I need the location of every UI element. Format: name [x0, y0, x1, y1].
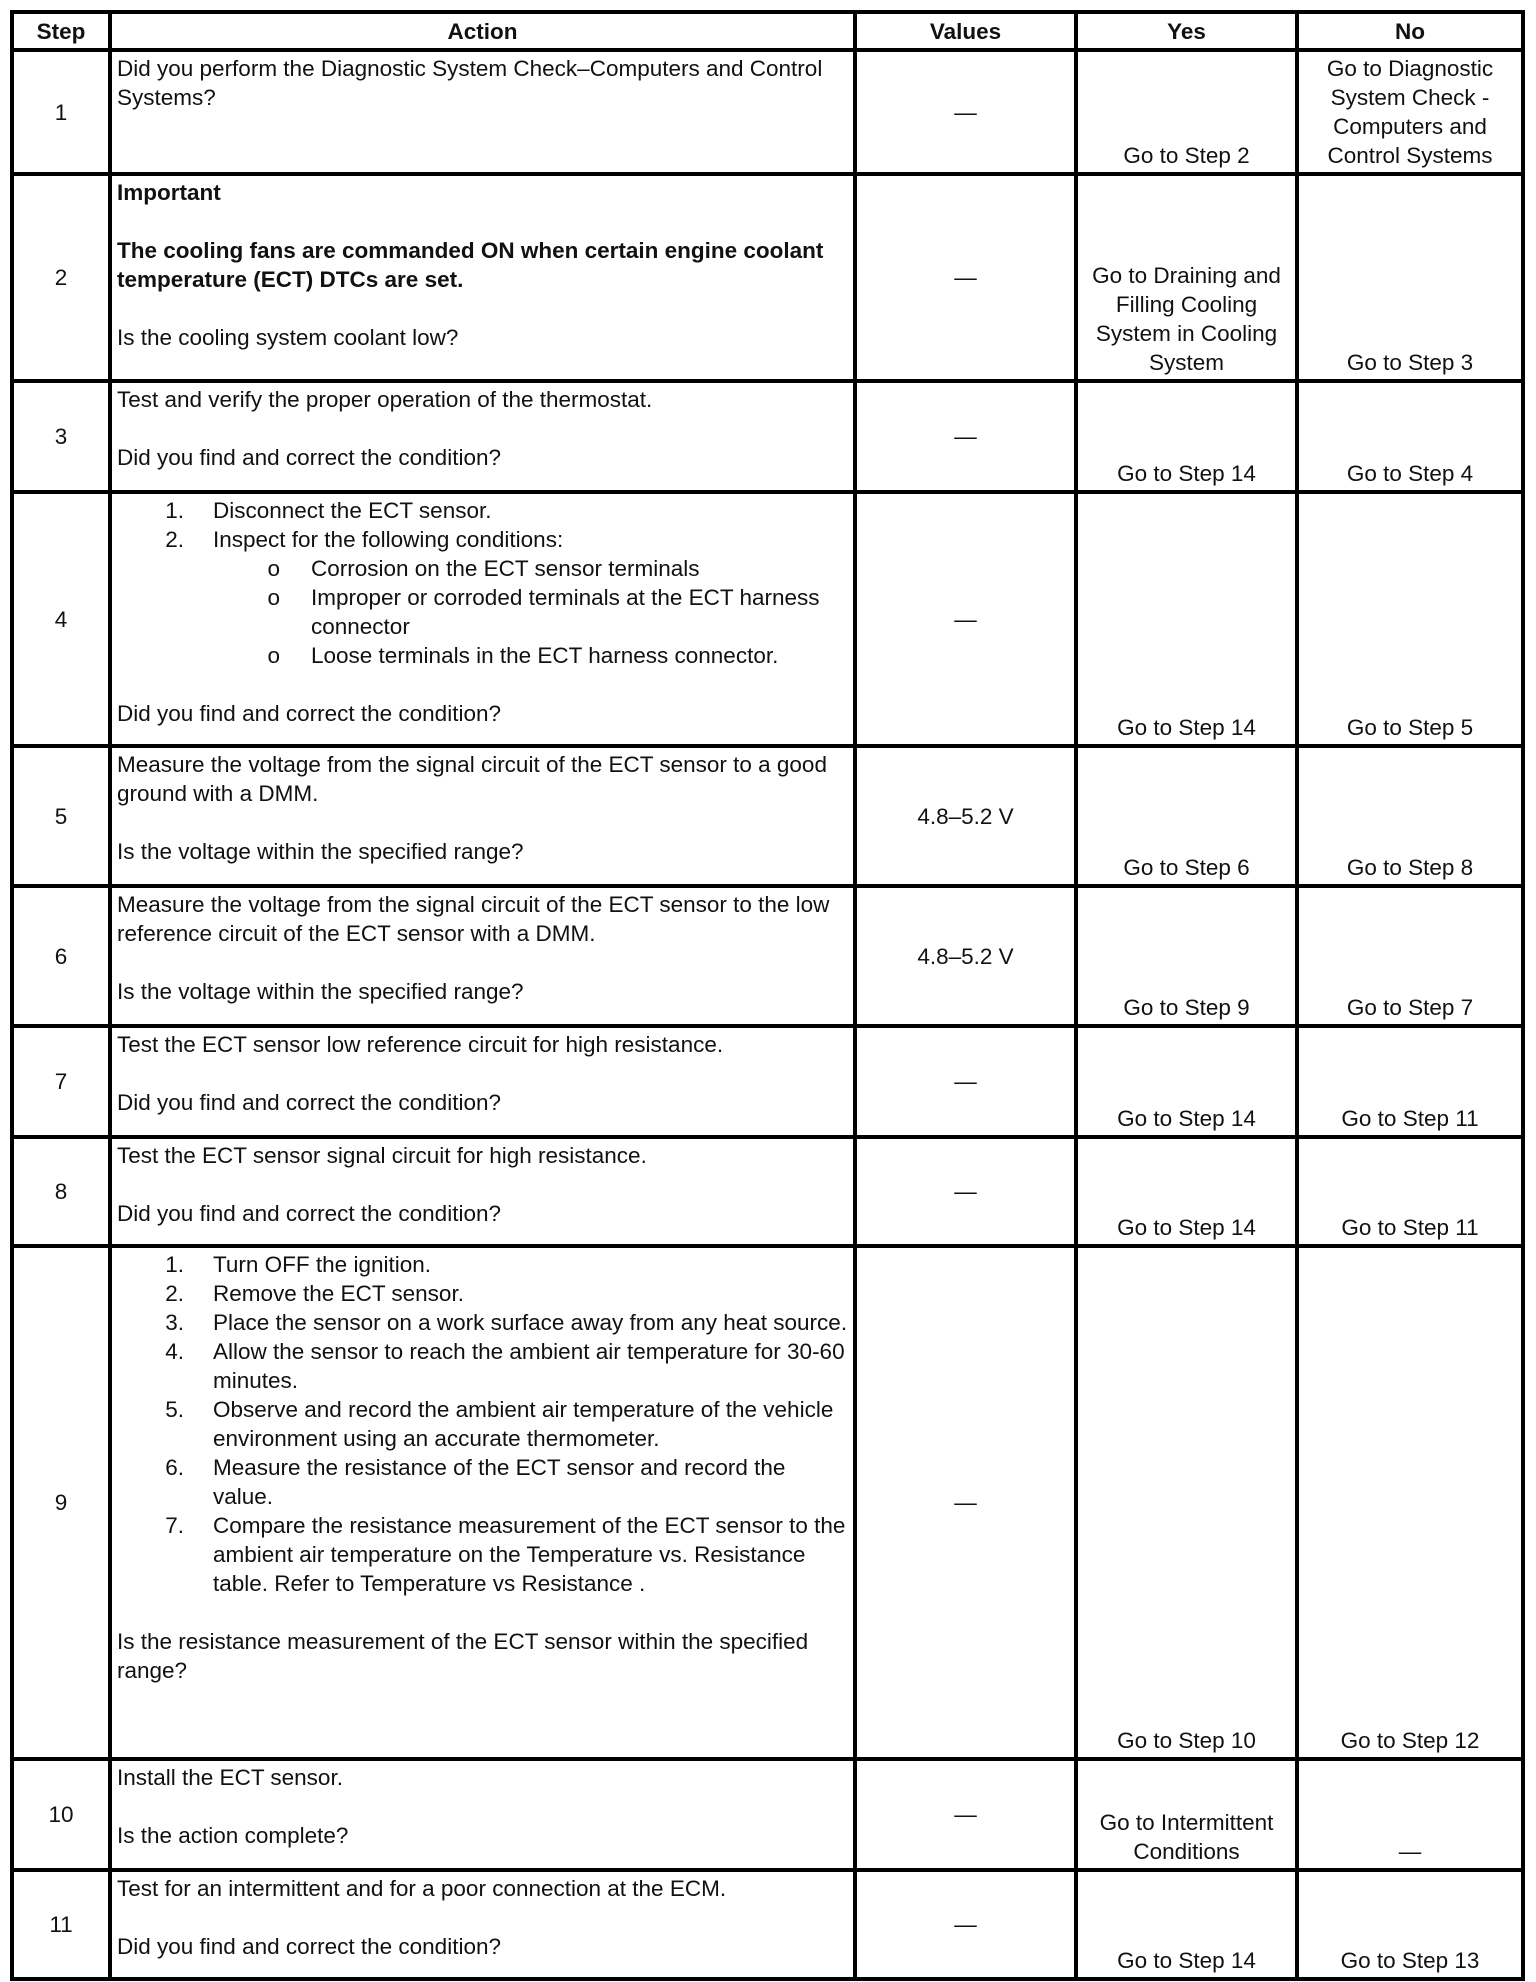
- action-cell: [110, 886, 855, 1026]
- instruction-text: Measure the voltage from the signal circuit of the ECT sensor to the low reference circuit of the ECT sensor with a DMM.: [117, 892, 830, 946]
- question-text: Did you find and correct the condition?: [117, 445, 501, 470]
- yes-cell: Go to Step 14: [1076, 1137, 1297, 1246]
- header-action: Action: [110, 12, 855, 50]
- condition-list: [117, 554, 849, 670]
- list-item: 5. Observe and record the ambient air temperature of the vehicle environment using an accurate thermometer.: [165, 1397, 834, 1451]
- question-text: Is the cooling system coolant low?: [117, 325, 459, 350]
- action-cell: [110, 746, 855, 886]
- yes-cell: Go to Step 9: [1076, 886, 1297, 1026]
- value-cell: —: [855, 492, 1076, 746]
- table-row: [12, 1759, 1523, 1870]
- value-cell: —: [855, 1870, 1076, 1979]
- diagnostic-table: [10, 10, 1525, 1981]
- table-row: [12, 381, 1523, 492]
- procedure-list: [117, 496, 849, 554]
- list-item: 1. Turn OFF the ignition.: [165, 1252, 432, 1277]
- question-text: Is the action complete?: [117, 1823, 349, 1848]
- action-cell: [110, 1026, 855, 1137]
- list-item: 1. Disconnect the ECT sensor.: [165, 498, 492, 523]
- yes-cell: Go to Step 14: [1076, 492, 1297, 746]
- important-label: Important: [117, 180, 221, 205]
- question-text: Did you find and correct the condition?: [117, 701, 501, 726]
- step-number: 10: [12, 1759, 110, 1870]
- step-number: 8: [12, 1137, 110, 1246]
- table-row: [12, 1246, 1523, 1759]
- yes-cell: Go to Step 2: [1076, 50, 1297, 174]
- yes-cell: Go to Step 6: [1076, 746, 1297, 886]
- question-text: Did you find and correct the condition?: [117, 1090, 501, 1115]
- diagnostic-page: [10, 10, 1521, 1981]
- table-row: [12, 746, 1523, 886]
- action-cell: [110, 1759, 855, 1870]
- no-cell: Go to Step 4: [1297, 381, 1523, 492]
- header-values: Values: [855, 12, 1076, 50]
- value-cell: —: [855, 50, 1076, 174]
- procedure-list: [117, 1250, 849, 1598]
- step-number: 5: [12, 746, 110, 886]
- value-cell: —: [855, 1246, 1076, 1759]
- action-cell: [110, 1137, 855, 1246]
- no-cell: Go to Step 12: [1297, 1246, 1523, 1759]
- action-cell: [110, 381, 855, 492]
- header-step: Step: [12, 12, 110, 50]
- list-item: 6. Measure the resistance of the ECT sensor and record the value.: [165, 1455, 786, 1509]
- instruction-text: Test for an intermittent and for a poor connection at the ECM.: [117, 1876, 727, 1901]
- step-number: 2: [12, 174, 110, 381]
- value-cell: —: [855, 174, 1076, 381]
- yes-cell: Go to Intermittent Conditions: [1076, 1759, 1297, 1870]
- yes-cell: Go to Step 10: [1076, 1246, 1297, 1759]
- question-text: Did you find and correct the condition?: [117, 1934, 501, 1959]
- value-cell: 4.8–5.2 V: [855, 886, 1076, 1026]
- step-number: 3: [12, 381, 110, 492]
- step-number: 7: [12, 1026, 110, 1137]
- action-cell: [110, 50, 855, 174]
- table-row: [12, 886, 1523, 1026]
- action-cell: [110, 1246, 855, 1759]
- value-cell: —: [855, 1026, 1076, 1137]
- no-cell: Go to Step 11: [1297, 1026, 1523, 1137]
- value-cell: —: [855, 381, 1076, 492]
- table-row: [12, 174, 1523, 381]
- question-text: Did you find and correct the condition?: [117, 1201, 501, 1226]
- table-row: [12, 1870, 1523, 1979]
- yes-cell: Go to Step 14: [1076, 1870, 1297, 1979]
- action-cell: [110, 174, 855, 381]
- list-item: 3. Place the sensor on a work surface away from any heat source.: [165, 1310, 848, 1335]
- action-text: Did you perform the Diagnostic System Check–Computers and Control Systems?: [117, 56, 823, 110]
- instruction-text: Test and verify the proper operation of the thermostat.: [117, 387, 653, 412]
- header-row: [12, 12, 1523, 50]
- header-no: No: [1297, 12, 1523, 50]
- yes-cell: Go to Step 14: [1076, 381, 1297, 492]
- no-cell: Go to Step 8: [1297, 746, 1523, 886]
- no-cell: Go to Step 7: [1297, 886, 1523, 1026]
- no-cell: Go to Step 11: [1297, 1137, 1523, 1246]
- question-text: Is the voltage within the specified range?: [117, 979, 524, 1004]
- action-cell: [110, 1870, 855, 1979]
- list-item: 2. Remove the ECT sensor.: [165, 1281, 464, 1306]
- step-number: 1: [12, 50, 110, 174]
- table-row: [12, 50, 1523, 174]
- question-text: Is the resistance measurement of the ECT sensor within the specified range?: [117, 1629, 809, 1683]
- question-text: Is the voltage within the specified range?: [117, 839, 524, 864]
- header-yes: Yes: [1076, 12, 1297, 50]
- important-text: The cooling fans are commanded ON when certain engine coolant temperature (ECT) DTCs are set.: [117, 238, 824, 292]
- no-cell: Go to Diagnostic System Check - Computers and Control Systems: [1297, 50, 1523, 174]
- instruction-text: Install the ECT sensor.: [117, 1765, 343, 1790]
- step-number: 6: [12, 886, 110, 1026]
- yes-cell: Go to Draining and Filling Cooling System in Cooling System: [1076, 174, 1297, 381]
- yes-cell: Go to Step 14: [1076, 1026, 1297, 1137]
- no-cell: Go to Step 5: [1297, 492, 1523, 746]
- list-item: o Improper or corroded terminals at the ECT harness connector: [267, 585, 820, 639]
- list-item: 7. Compare the resistance measurement of the ECT sensor to the ambient air temperature on the Temperature vs. Resistance table. Refer to Temperature vs Resistance .: [165, 1513, 846, 1596]
- list-item: o Corrosion on the ECT sensor terminals: [267, 556, 700, 581]
- table-row: [12, 1026, 1523, 1137]
- list-item: o Loose terminals in the ECT harness connector.: [267, 643, 779, 668]
- instruction-text: Measure the voltage from the signal circuit of the ECT sensor to a good ground with a DMM.: [117, 752, 827, 806]
- no-cell: Go to Step 3: [1297, 174, 1523, 381]
- instruction-text: Test the ECT sensor signal circuit for high resistance.: [117, 1143, 647, 1168]
- value-cell: 4.8–5.2 V: [855, 746, 1076, 886]
- step-number: 9: [12, 1246, 110, 1759]
- step-number: 4: [12, 492, 110, 746]
- list-item: 2. Inspect for the following conditions:: [165, 527, 564, 552]
- list-item: 4. Allow the sensor to reach the ambient air temperature for 30-60 minutes.: [165, 1339, 845, 1393]
- instruction-text: Test the ECT sensor low reference circuit for high resistance.: [117, 1032, 724, 1057]
- action-cell: [110, 492, 855, 746]
- value-cell: —: [855, 1137, 1076, 1246]
- table-row: [12, 492, 1523, 746]
- value-cell: —: [855, 1759, 1076, 1870]
- no-cell: Go to Step 13: [1297, 1870, 1523, 1979]
- table-row: [12, 1137, 1523, 1246]
- step-number: 11: [12, 1870, 110, 1979]
- no-cell: —: [1297, 1759, 1523, 1870]
